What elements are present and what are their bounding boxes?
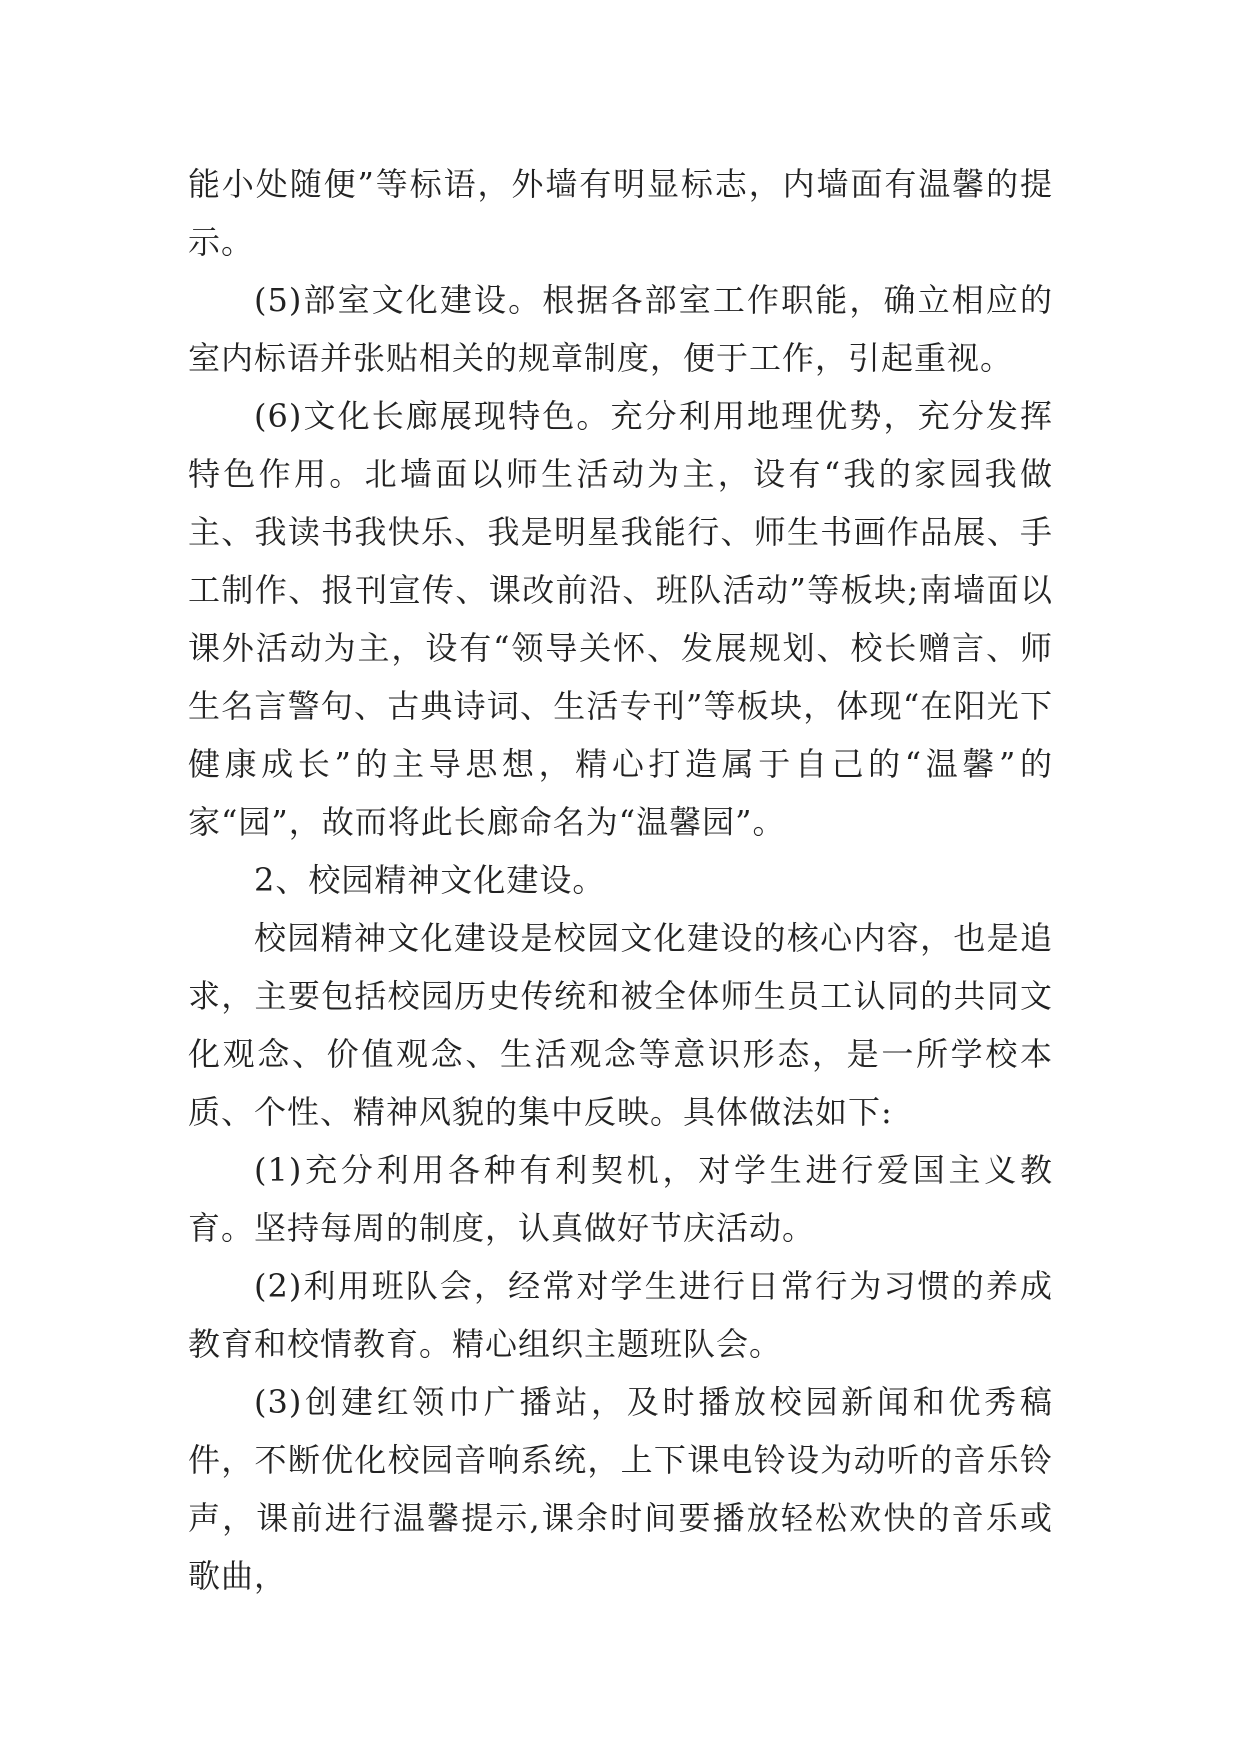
paragraph-item-3: (3)创建红领巾广播站，及时播放校园新闻和优秀稿件，不断优化校园音响系统，上下课电铃设为动听的音乐铃声，课前进行温馨提示,课余时间要播放轻松欢快的音乐或歌曲， xyxy=(188,1383,1053,1595)
paragraph-item-6: (6)文化长廊展现特色。充分利用地理优势，充分发挥特色作用。北墙面以师生活动为主，设有“我的家园我做主、我读书我快乐、我是明星我能行、师生书画作品展、手工制作、报刊宣传、课改前沿、班队活动”等板块;南墙面以课外活动为主，设有“领导关怀、发展规划、校长赠言、师生名言警句、古典诗词、生活专刊”等板块，体现“在阳光下健康成长”的主导思想，精心打造属于自己的“温馨”的家“园”，故而将此长廊命名为“温馨园”。 xyxy=(188,397,1053,841)
paragraph-section-intro: 校园精神文化建设是校园文化建设的核心内容，也是追求，主要包括校园历史传统和被全体师生员工认同的共同文化观念、价值观念、生活观念等意识形态，是一所学校本质、个性、精神风貌的集中反映。具体做法如下: xyxy=(188,919,1053,1131)
paragraph-item-5: (5)部室文化建设。根据各部室工作职能，确立相应的室内标语并张贴相关的规章制度，便于工作，引起重视。 xyxy=(188,281,1053,377)
paragraph-item-2: (2)利用班队会，经常对学生进行日常行为习惯的养成教育和校情教育。精心组织主题班队会。 xyxy=(188,1267,1053,1363)
section-heading-2: 2、校园精神文化建设。 xyxy=(254,861,606,899)
document-body xyxy=(188,155,1053,1605)
paragraph-item-1: (1)充分利用各种有利契机，对学生进行爱国主义教育。坚持每周的制度，认真做好节庆活动。 xyxy=(188,1151,1053,1247)
paragraph-continuation: 能小处随便”等标语，外墙有明显标志，内墙面有温馨的提示。 xyxy=(188,165,1053,261)
